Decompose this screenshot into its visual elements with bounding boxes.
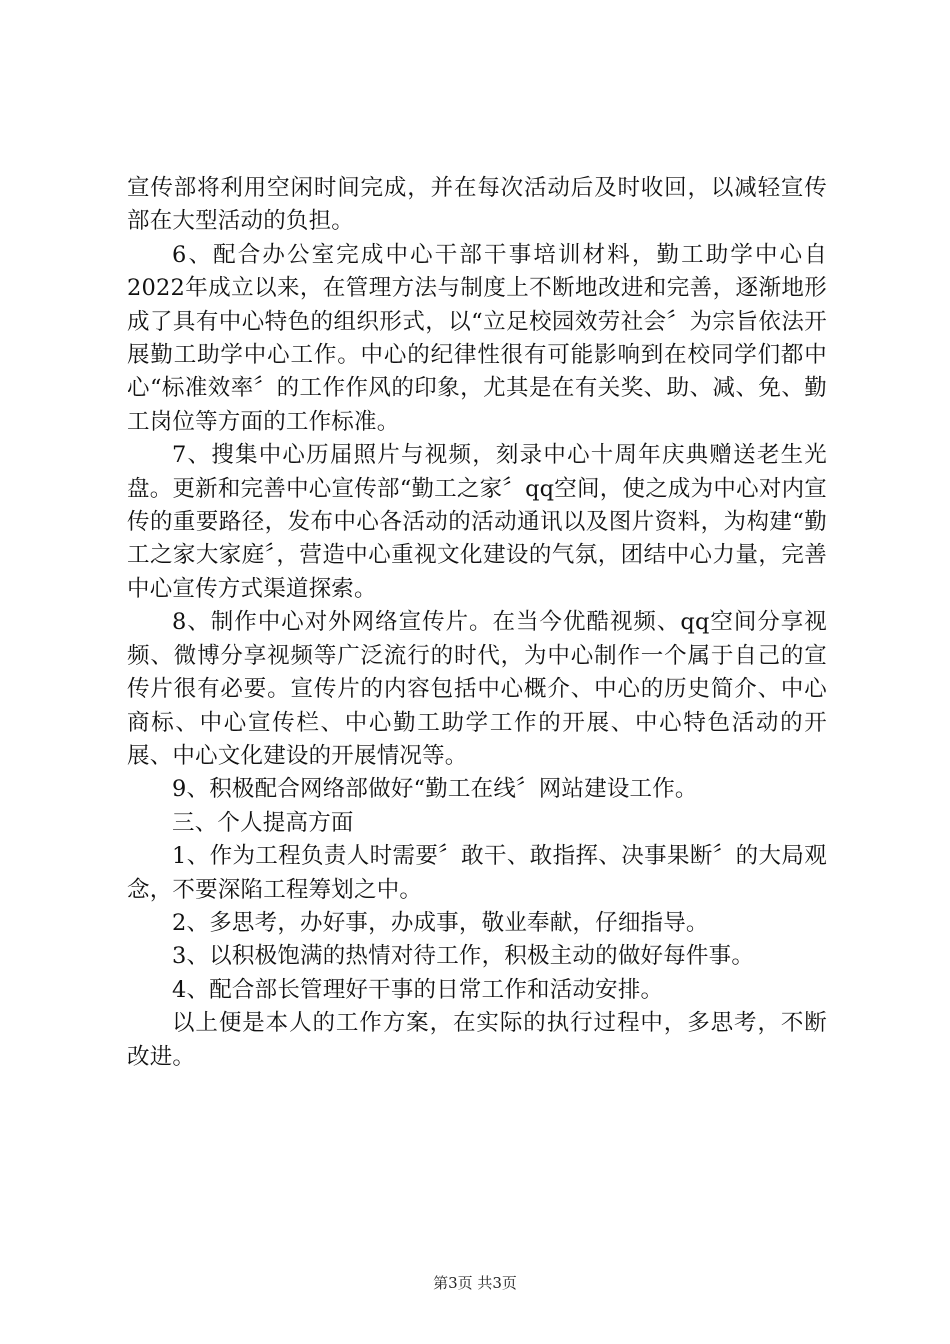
paragraph: 8、制作中心对外网络宣传片。在当今优酷视频、qq空间分享视频、微博分享视频等广泛流行的时代，为中心制作一个属于自己的宣传片很有必要。宣传片的内容包括中心概介、中心的历史简介、中心商标、中心宣传栏、中心勤工助学工作的开展、中心特色活动的开展、中心文化建设的开展情况等。 (127, 609, 827, 769)
paragraph: 7、搜集中心历届照片与视频，刻录中心十周年庆典赠送老生光盘。更新和完善中心宣传部“勤工之家〞qq空间，使之成为中心对内宣传的重要路径，发布中心各活动的活动通讯以及图片资料，为构建“勤工之家大家庭〞，营造中心重视文化建设的气氛，团结中心力量，完善中心宣传方式渠道探索。 (127, 442, 827, 602)
paragraph: 6、配合办公室完成中心干部干事培训材料，勤工助学中心自2022年成立以来，在管理方法与制度上不断地改进和完善，逐渐地形成了具有中心特色的组织形式，以“立足校园效劳社会〞为宗旨依法开展勤工助学中心工作。中心的纪律性很有可能影响到在校同学们都中心“标准效率〞的工作作风的印象，尤其是在有关奖、助、减、免、勤工岗位等方面的工作标准。 (127, 241, 827, 435)
paragraph: 以上便是本人的工作方案，在实际的执行过程中，多思考，不断改进。 (127, 1010, 827, 1070)
page-footer (0, 1273, 950, 1293)
paragraph: 1、作为工程负责人时需要〞敢干、敢指挥、决事果断〞的大局观念，不要深陷工程筹划之中。 (127, 843, 827, 903)
paragraph: 宣传部将利用空闲时间完成，并在每次活动后及时收回，以减轻宣传部在大型活动的负担。 (127, 175, 827, 235)
section-heading: 三、个人提高方面 (172, 809, 354, 836)
paragraph: 4、配合部长管理好干事的日常工作和活动安排。 (172, 976, 664, 1003)
page-number: 第3页 共3页 (433, 1274, 517, 1292)
document-body (127, 172, 827, 1074)
paragraph: 3、以积极饱满的热情对待工作，积极主动的做好每件事。 (172, 943, 755, 970)
paragraph: 9、积极配合网络部做好“勤工在线〞网站建设工作。 (172, 776, 698, 803)
paragraph: 2、多思考，办好事，办成事，敬业奉献，仔细指导。 (172, 909, 709, 936)
